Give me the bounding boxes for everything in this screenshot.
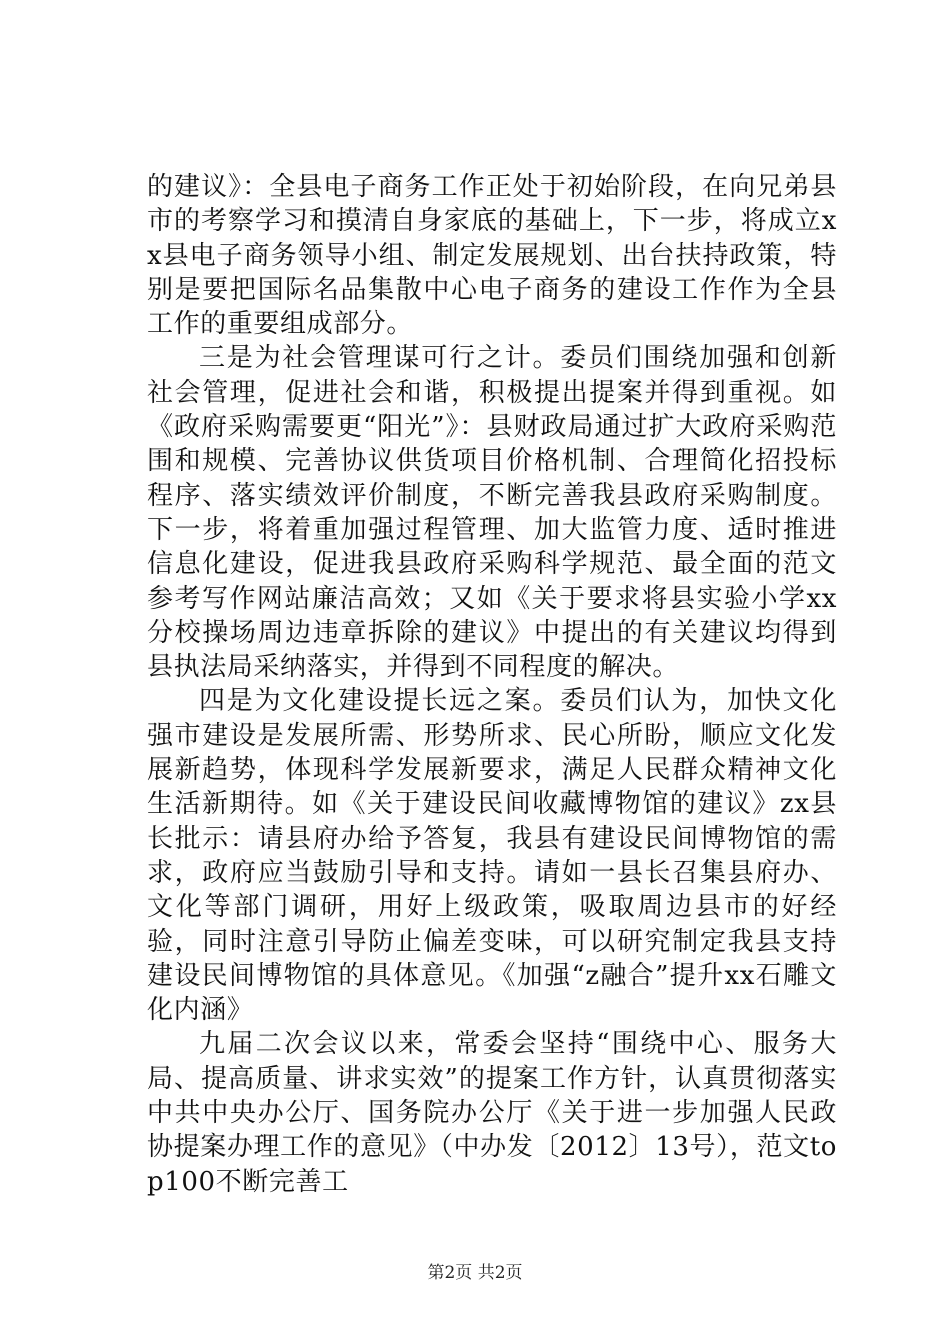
paragraph-2: 三是为社会管理谋可行之计。委员们围绕加强和创新社会管理，促进社会和谐，积极提出提案并得到重视。如《政府采购需要更“阳光”》：县财政局通过扩大政府采购范围和规模、完善协议供货项目价格机制、合理简化招投标程序、落实绩效评价制度，不断完善我县政府采购制度。下一步，将着重加强过程管理、加大监管力度、适时推进信息化建设，促进我县政府采购科学规范、最全面的范文参考写作网站廉洁高效；又如《关于要求将县实验小学xx分校操场周边违章拆除的建议》中提出的有关建议均得到县执法局采纳落实，并得到不同程度的解决。	[147, 343, 837, 683]
page-footer: 第2页 共2页	[427, 1263, 523, 1283]
paragraph-4: 九届二次会议以来，常委会坚持“围绕中心、服务大局、提高质量、讲求实效”的提案工作方针，认真贯彻落实中共中央办公厅、国务院办公厅《关于进一步加强人民政协提案办理工作的意见》（中办发〔2012〕13号），范文top100不断完善工	[147, 1029, 837, 1197]
paragraph-3: 四是为文化建设提长远之案。委员们认为，加快文化强市建设是发展所需、形势所求、民心所盼，顺应文化发展新趋势，体现科学发展新要求，满足人民群众精神文化生活新期待。如《关于建设民间收藏博物馆的建议》zx县长批示：请县府办给予答复，我县有建设民间博物馆的需求，政府应当鼓励引导和支持。请如一县长召集县府办、文化等部门调研，用好上级政策，吸取周边县市的好经验，同时注意引导防止偏差变味，可以研究制定我县支持建设民间博物馆的具体意见。《加强“z融合”提升xx石雕文化内涵》	[147, 686, 837, 1026]
document-body	[147, 170, 837, 1199]
paragraph-1: 的建议》：全县电子商务工作正处于初始阶段，在向兄弟县市的考察学习和摸清自身家底的基础上，下一步，将成立xx县电子商务领导小组、制定发展规划、出台扶持政策，特别是要把国际名品集散中心电子商务的建设工作作为全县工作的重要组成部分。	[147, 172, 837, 340]
